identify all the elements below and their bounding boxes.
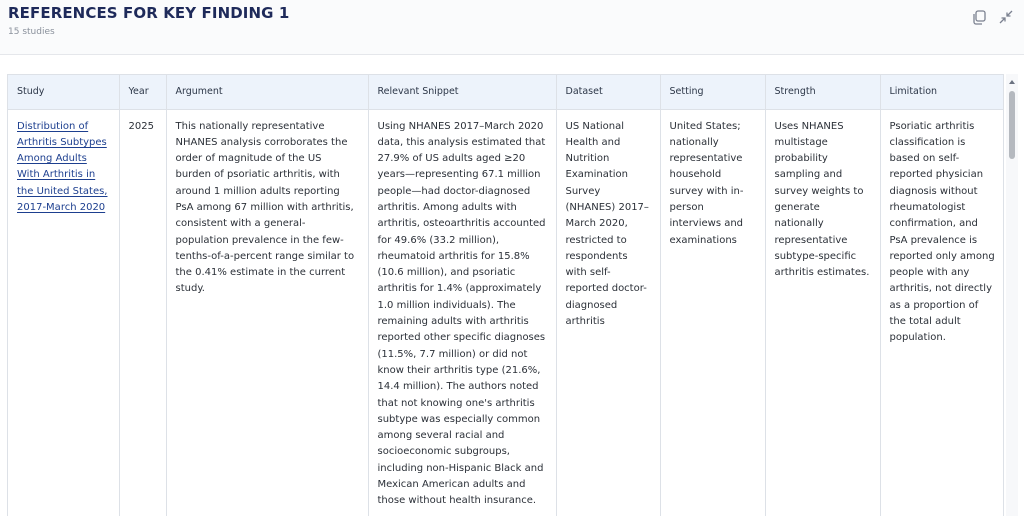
column-header-setting[interactable]: Setting	[660, 75, 765, 109]
references-table	[7, 74, 1004, 516]
cell-relevant-snippet: Using NHANES 2017–March 2020 data, this analysis estimated that 27.9% of US adults aged ≥20 years—representing 67.1 million people—had doctor-diagnosed arthritis. Among adults with arthritis, osteoarthritis accounted for 49.6% (33.2 million), rheumatoid arthritis for 15.8% (10.6 million), and psoriatic arthritis for 1.4% (approximately 1.0 million individuals). The remaining adults with arthritis reported other specific diagnoses (11.5%, 7.7 million) or did not know their arthritis type (21.6%, 14.4 million). The authors noted that not knowing one's arthritis subtype was especially common among several racial and socioeconomic subgroups, including non-Hispanic Black and Mexican American adults and those without health insurance.	[368, 109, 556, 516]
cell-setting: United States; nationally representative household survey with in-person interviews and examinations	[660, 109, 765, 516]
cell-strength: Uses NHANES multistage probability sampling and survey weights to generate nationally representative subtype-specific arthritis estimates.	[765, 109, 880, 516]
table-header-row	[8, 75, 1004, 109]
column-header-study[interactable]: Study	[8, 75, 119, 109]
minimize-icon[interactable]	[997, 8, 1015, 26]
panel-header	[0, 0, 1024, 55]
column-header-limitation[interactable]: Limitation	[880, 75, 1004, 109]
scroll-up-arrow-icon[interactable]	[1009, 80, 1015, 84]
study-count: 15 studies	[8, 27, 55, 37]
page-title: REFERENCES FOR KEY FINDING 1	[8, 4, 290, 22]
copy-icon[interactable]	[970, 8, 988, 26]
cell-limitation: Psoriatic arthritis classification is based on self-reported physician diagnosis without rheumatologist confirmation, and PsA prevalence is reported only among people with any arthritis, not directly as a proportion of the total adult population.	[889, 120, 995, 344]
cell-study	[8, 109, 119, 516]
scrollbar-thumb[interactable]	[1009, 91, 1015, 159]
column-header-dataset[interactable]: Dataset	[556, 75, 660, 109]
column-header-strength[interactable]: Strength	[765, 75, 880, 109]
cell-argument: This nationally representative NHANES analysis corroborates the order of magnitude of the US burden of psoriatic arthritis, with around 1 million adults reporting PsA among 67 million with arthritis, consistent with a general-population prevalence in the few-tenths-of-a-percent range similar to the 0.41% estimate in the current study.	[166, 109, 368, 516]
table-row	[8, 109, 1004, 516]
vertical-scrollbar[interactable]	[1006, 74, 1018, 516]
study-link[interactable]: Distribution of Arthritis Subtypes Among Adults With Arthritis in the United States, 2017-March 2020	[17, 120, 108, 213]
column-header-argument[interactable]: Argument	[166, 75, 368, 109]
column-header-year[interactable]: Year	[119, 75, 166, 109]
cell-dataset: US National Health and Nutrition Examination Survey (NHANES) 2017–March 2020, restricted to respondents with self-reported doctor-diagnosed arthritis	[556, 109, 660, 516]
cell-year: 2025	[119, 109, 166, 516]
column-header-relevant-snippet[interactable]: Relevant Snippet	[368, 75, 556, 109]
